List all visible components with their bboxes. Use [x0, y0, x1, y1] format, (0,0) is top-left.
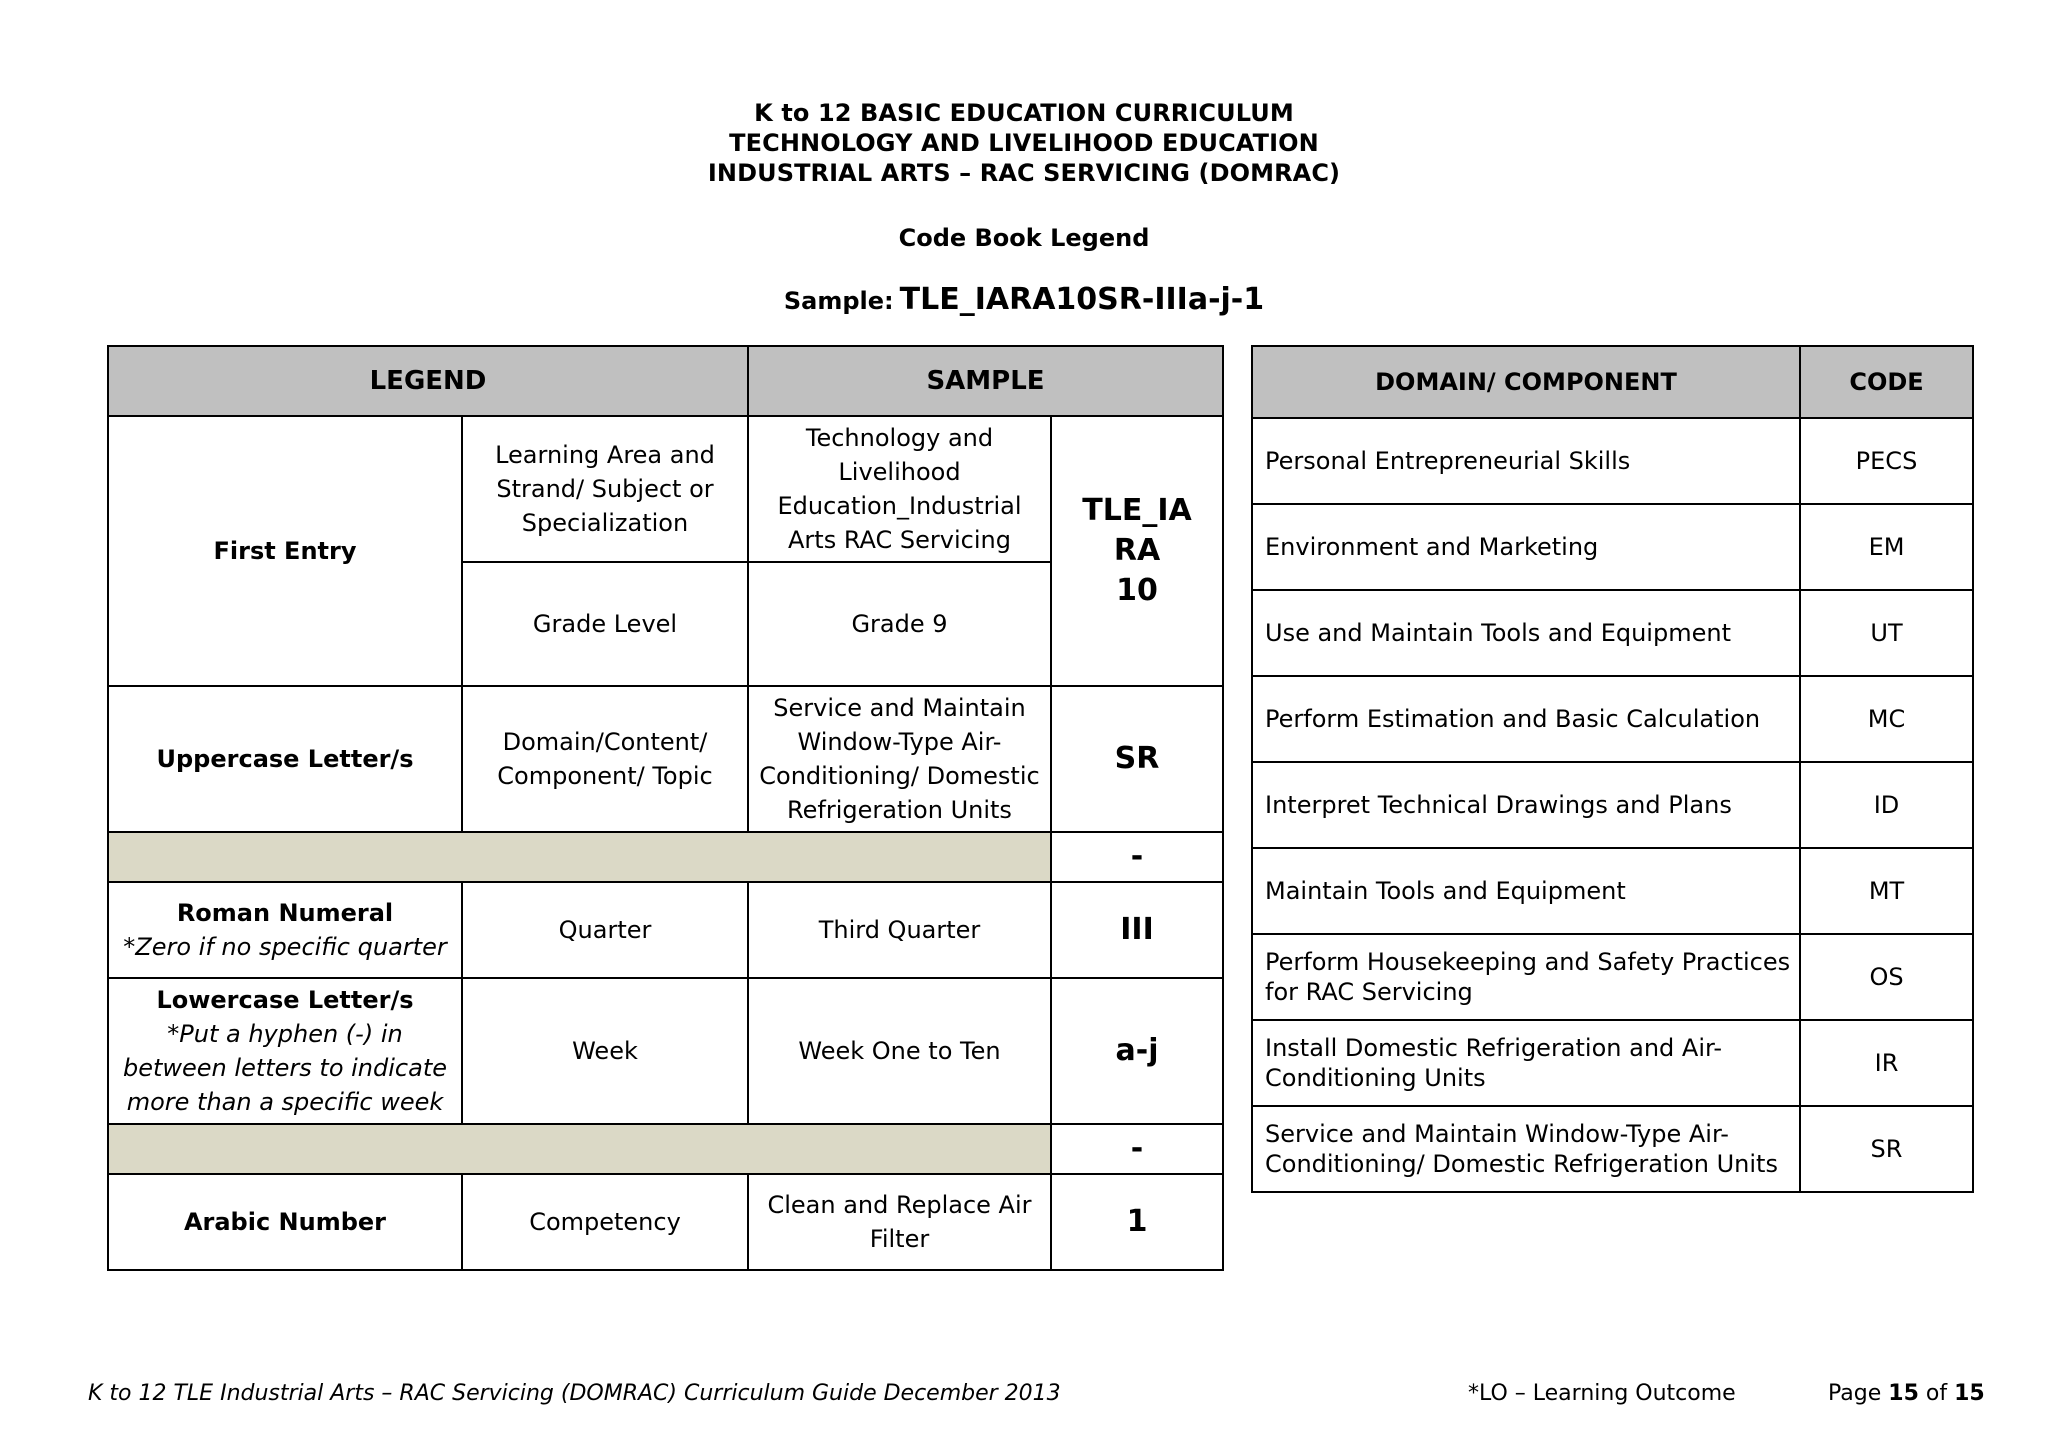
first-entry-cell: First Entry [108, 416, 462, 686]
legend-table [107, 345, 1224, 1271]
code-first-line-1: TLE_IA [1082, 493, 1192, 528]
table-row [1252, 418, 1973, 504]
quarter-sample: Third Quarter [748, 882, 1051, 978]
domain-code: OS [1800, 934, 1973, 1020]
table-row [1252, 1106, 1973, 1192]
footer-page-number [1828, 1381, 1985, 1406]
sample-code: TLE_IARA10SR-IIIa-j-1 [899, 282, 1265, 317]
roman-title: Roman Numeral [176, 899, 394, 927]
table-row [1252, 848, 1973, 934]
domain-name: Interpret Technical Drawings and Plans [1252, 762, 1800, 848]
domain-code: PECS [1800, 418, 1973, 504]
page-total: 15 [1954, 1381, 1985, 1406]
domain-code: EM [1800, 504, 1973, 590]
lowercase-cell [108, 978, 462, 1124]
domain-name: Install Domestic Refrigeration and Air-Conditioning Units [1252, 1020, 1800, 1106]
table-row [108, 832, 1223, 882]
table-row [108, 686, 1223, 832]
domain-name: Use and Maintain Tools and Equipment [1252, 590, 1800, 676]
page-word: Page [1828, 1381, 1882, 1406]
table-row [1252, 934, 1973, 1020]
header-line-3: INDUSTRIAL ARTS – RAC SERVICING (DOMRAC) [707, 159, 1341, 187]
domain-code: MT [1800, 848, 1973, 934]
roman-numeral-cell [108, 882, 462, 978]
header-line-2: TECHNOLOGY AND LIVELIHOOD EDUCATION [729, 129, 1319, 157]
arabic-number-cell: Arabic Number [108, 1174, 462, 1270]
code-first-line-3: 10 [1116, 573, 1158, 608]
learning-area-sample: Technology and Livelihood Education_Industrial Arts RAC Servicing [748, 416, 1051, 562]
table-row [108, 978, 1223, 1124]
table-row [1252, 762, 1973, 848]
domain-name: Maintain Tools and Equipment [1252, 848, 1800, 934]
domain-name: Environment and Marketing [1252, 504, 1800, 590]
code-quarter: III [1051, 882, 1223, 978]
table-row [108, 1124, 1223, 1174]
sample-label: Sample: [783, 287, 894, 315]
domain-table [1251, 345, 1974, 1193]
lowercase-note: *Put a hyphen (-) in between letters to indicate more than a specific week [122, 1020, 447, 1116]
uppercase-cell: Uppercase Letter/s [108, 686, 462, 832]
grade-level-label: Grade Level [462, 562, 748, 686]
code-first-line-2: RA [1113, 533, 1161, 568]
footer-guide-title: K to 12 TLE Industrial Arts – RAC Servicing (DOMRAC) Curriculum Guide December 2013 [88, 1381, 1061, 1406]
code-arabic: 1 [1051, 1174, 1223, 1270]
domain-name: Personal Entrepreneurial Skills [1252, 418, 1800, 504]
code-header: CODE [1800, 346, 1973, 418]
separator-shade [108, 832, 1051, 882]
table-row [1252, 504, 1973, 590]
of-word: of [1925, 1381, 1948, 1406]
domain-header: DOMAIN/ COMPONENT [1252, 346, 1800, 418]
table-row [1252, 1020, 1973, 1106]
dash-cell: - [1051, 832, 1223, 882]
header-line-1: K to 12 BASIC EDUCATION CURRICULUM [754, 99, 1294, 127]
legend-header-row [108, 346, 1223, 416]
week-label: Week [462, 978, 748, 1124]
competency-sample: Clean and Replace Air Filter [748, 1174, 1051, 1270]
legend-header: LEGEND [108, 346, 748, 416]
domain-code: SR [1800, 1106, 1973, 1192]
competency-label: Competency [462, 1174, 748, 1270]
code-sr: SR [1051, 686, 1223, 832]
code-book-legend-title: Code Book Legend [898, 224, 1150, 252]
page-current: 15 [1888, 1381, 1919, 1406]
domain-code: IR [1800, 1020, 1973, 1106]
table-row [1252, 676, 1973, 762]
footer-lo-note: *LO – Learning Outcome [1468, 1381, 1736, 1406]
document-header [0, 98, 2048, 188]
dash-cell: - [1051, 1124, 1223, 1174]
week-sample: Week One to Ten [748, 978, 1051, 1124]
sample-header: SAMPLE [748, 346, 1223, 416]
table-row [108, 882, 1223, 978]
domain-code: MC [1800, 676, 1973, 762]
domain-sample: Service and Maintain Window-Type Air-Conditioning/ Domestic Refrigeration Units [748, 686, 1051, 832]
separator-shade [108, 1124, 1051, 1174]
lowercase-title: Lowercase Letter/s [156, 986, 414, 1014]
domain-name: Perform Housekeeping and Safety Practices for RAC Servicing [1252, 934, 1800, 1020]
code-first-entry [1051, 416, 1223, 686]
code-week: a-j [1051, 978, 1223, 1124]
domain-code: ID [1800, 762, 1973, 848]
domain-header-row [1252, 346, 1973, 418]
grade-level-sample: Grade 9 [748, 562, 1051, 686]
sample-code-line [0, 282, 2048, 317]
quarter-label: Quarter [462, 882, 748, 978]
learning-area-label: Learning Area and Strand/ Subject or Specialization [462, 416, 748, 562]
domain-name: Service and Maintain Window-Type Air-Conditioning/ Domestic Refrigeration Units [1252, 1106, 1800, 1192]
table-row [1252, 590, 1973, 676]
domain-name: Perform Estimation and Basic Calculation [1252, 676, 1800, 762]
table-row [108, 416, 1223, 562]
roman-note: *Zero if no specific quarter [123, 933, 447, 961]
domain-code: UT [1800, 590, 1973, 676]
table-row [108, 1174, 1223, 1270]
domain-label: Domain/Content/ Component/ Topic [462, 686, 748, 832]
